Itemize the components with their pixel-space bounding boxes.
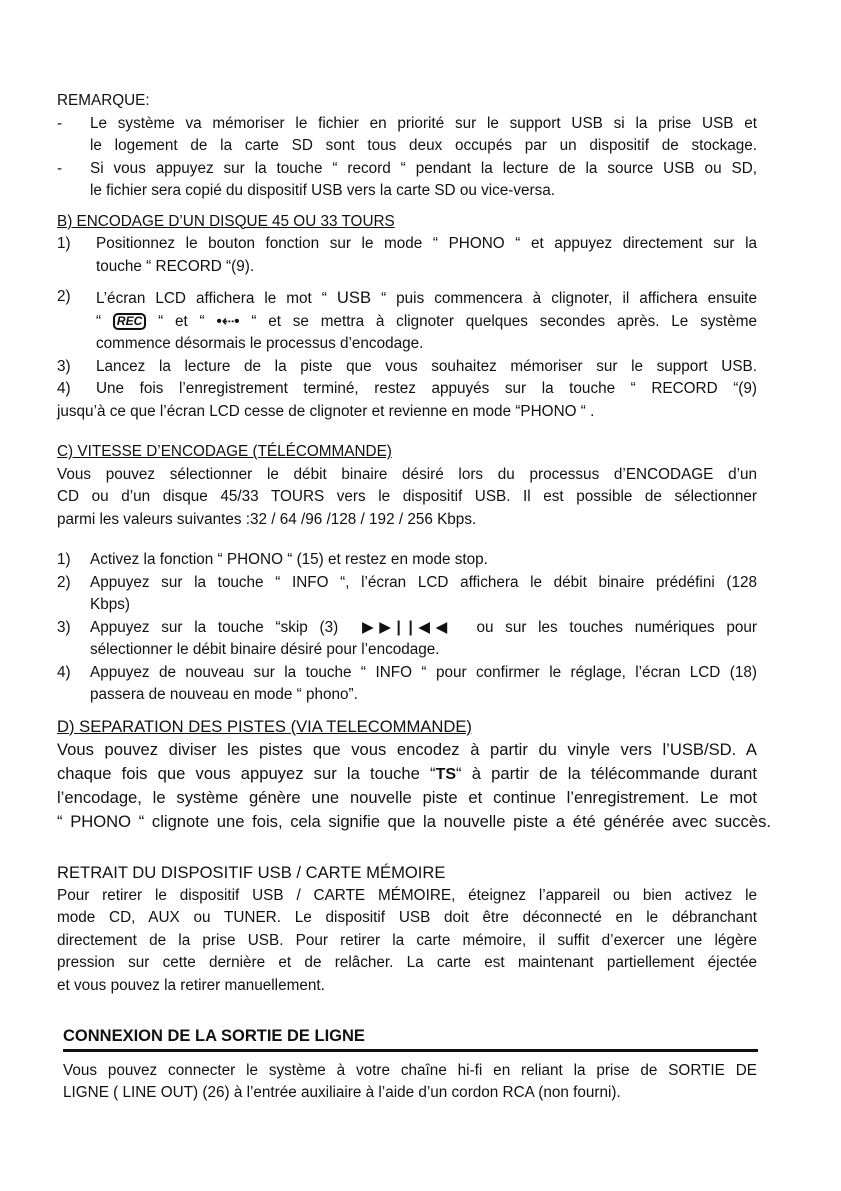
text-fragment: “ — [96, 312, 102, 330]
remarque-item-1 — [57, 113, 757, 158]
item-number: 1) — [57, 551, 71, 568]
item-number: 4) — [57, 663, 71, 681]
section-c-intro-line-3: parmi les valeurs suivantes :32 / 64 /96 /128 / 192 / 256 Kbps. — [57, 510, 477, 528]
section-b-item-4-line-1: Une fois l’enregistrement terminé, restez appuyés sur la touche “ RECORD “(9) — [96, 380, 757, 397]
section-c-item-3 — [57, 617, 757, 662]
section-d-line-3: l’encodage, le système génère une nouvelle piste et continue l’enregistrement. Le mot — [57, 788, 757, 807]
text-fragment: chaque fois que vous appuyez sur la touche “ — [57, 763, 436, 783]
retrait-line-3: directement de la prise USB. Pour retirer la carte mémoire, il suffit d’exercer une légère — [57, 931, 757, 949]
text-fragment: Appuyez sur la touche “skip (3) — [90, 618, 339, 636]
section-c-intro-line-2: CD ou d’un disque 45/33 TOURS vers le dispositif USB. Il est possible de sélectionner — [57, 488, 757, 505]
remarque-item-2-line-1: Si vous appuyez sur la touche “ record “ pendant la lecture de la source USB ou SD, — [90, 159, 757, 177]
connexion-line-2: LIGNE ( LINE OUT) (26) à l’entrée auxiliaire à l’aide d’un cordon RCA (non fourni). — [63, 1084, 621, 1101]
item-number: 3) — [57, 618, 71, 636]
section-c-intro-line-1: Vous pouvez sélectionner le débit binaire désiré lors du processus d’ENCODAGE d’un — [57, 465, 757, 483]
section-b-item-1-line-1: Positionnez le bouton fonction sur le mode “ PHONO “ et appuyez directement sur la — [96, 235, 757, 252]
remarque-item-1-line-1: Le système va mémoriser le fichier en priorité sur le support USB si la prise USB et — [90, 114, 757, 132]
section-b-item-2-line-1 — [96, 286, 757, 311]
section-b-item-4 — [57, 378, 757, 401]
text-fragment: “ et “ — [158, 312, 205, 330]
text-fragment: “ puis commencera à clignoter, il affichera ensuite — [381, 290, 757, 307]
item-number: 3) — [57, 357, 71, 375]
item-number: 1) — [57, 235, 71, 252]
usb-word: USB — [336, 288, 372, 307]
text-fragment: “ et se mettra à clignoter quelques secondes après. Le système — [251, 312, 758, 330]
section-d-line-2 — [57, 762, 757, 787]
skip-buttons-icon: ▶▶| |◀◀ — [361, 618, 453, 636]
remarque-item-2 — [57, 158, 757, 203]
text-fragment: “ à partir de la télécommande durant — [456, 763, 757, 783]
section-b-item-1-line-2: touche “ RECORD “(9). — [96, 257, 255, 275]
item-number: 2) — [57, 288, 71, 305]
retrait-line-2: mode CD, AUX ou TUNER. Le dispositif USB doit être déconnecté en le débranchant — [57, 909, 757, 926]
section-b-item-3-line-1: Lancez la lecture de la piste que vous souhaitez mémoriser sur le support USB. — [96, 357, 757, 375]
remarque-title: REMARQUE: — [57, 92, 150, 109]
manual-page — [57, 90, 771, 1105]
retrait-line-5: et vous pouvez la retirer manuellement. — [57, 976, 325, 994]
section-b-heading: B) ENCODAGE D’UN DISQUE 45 OU 33 TOURS — [57, 212, 395, 230]
section-b-item-2-line-3: commence désormais le processus d’encodage. — [96, 335, 424, 352]
section-c-item-2 — [57, 572, 757, 617]
item-number: 2) — [57, 573, 71, 591]
heading-rule — [63, 1049, 758, 1052]
section-b-item-1 — [57, 233, 757, 278]
section-c-heading: C) VITESSE D’ENCODAGE (TÉLÉCOMMANDE) — [57, 443, 392, 460]
section-b-item-3 — [57, 356, 757, 379]
section-b-item-2 — [57, 286, 757, 356]
remarque-item-2-line-2: le fichier sera copié du dispositif USB vers la carte SD ou vice-versa. — [90, 182, 556, 199]
section-c-item-4-line-2: passera de nouveau en mode “ phono”. — [90, 686, 358, 703]
rec-icon: REC — [113, 313, 146, 330]
section-c-item-3-line-1 — [90, 617, 757, 640]
retrait-line-1: Pour retirer le dispositif USB / CARTE MÉMOIRE, éteignez l’appareil ou bien activez le — [57, 886, 757, 904]
retrait-line-4: pression sur cette dernière et de relâcher. La carte est maintenant partiellement éjectée — [57, 954, 757, 971]
section-d-line-1: Vous pouvez diviser les pistes que vous encodez à partir du vinyle vers l’USB/SD. A — [57, 740, 757, 759]
connexion-heading: CONNEXION DE LA SORTIE DE LIGNE — [63, 1027, 365, 1045]
section-c-item-1 — [57, 549, 757, 572]
connexion-line-1: Vous pouvez connecter le système à votre chaîne hi-fi en reliant la prise de SORTIE DE — [63, 1061, 757, 1079]
section-b-item-4-line-2: jusqu’à ce que l’écran LCD cesse de clignoter et revienne en mode “PHONO “ . — [57, 402, 595, 420]
section-c-item-2-line-2: Kbps) — [90, 596, 130, 613]
section-c-item-1-line-1: Activez la fonction “ PHONO “ (15) et restez en mode stop. — [90, 551, 488, 568]
section-d-line-4: “ PHONO “ clignote une fois, cela signifie que la nouvelle piste a été générée avec succès. — [57, 811, 771, 831]
section-c-item-4 — [57, 662, 757, 707]
section-b-item-2-line-2 — [96, 311, 757, 334]
track-split-icon: TS — [435, 765, 457, 783]
usb-icon: •⇠• — [216, 312, 240, 330]
section-c-item-3-line-2: sélectionner le débit binaire désiré pour l’encodage. — [90, 641, 440, 658]
item-number: 4) — [57, 380, 71, 397]
bullet: - — [57, 114, 63, 132]
text-fragment: L’écran LCD affichera le mot “ — [96, 290, 327, 307]
remarque-item-1-line-2: le logement de la carte SD sont tous deux occupés par un dispositif de stockage. — [90, 137, 757, 154]
text-fragment: ou sur les touches numériques pour — [476, 618, 758, 636]
section-c-item-2-line-1: Appuyez sur la touche “ INFO “, l’écran LCD affichera le débit binaire prédéfini (128 — [90, 573, 757, 591]
bullet: - — [57, 159, 63, 177]
section-d-heading: D) SEPARATION DES PISTES (VIA TELECOMMANDE) — [57, 716, 472, 736]
retrait-heading: RETRAIT DU DISPOSITIF USB / CARTE MÉMOIRE — [57, 863, 446, 882]
section-c-item-4-line-1: Appuyez de nouveau sur la touche “ INFO “ pour confirmer le réglage, l’écran LCD (18) — [90, 663, 757, 681]
